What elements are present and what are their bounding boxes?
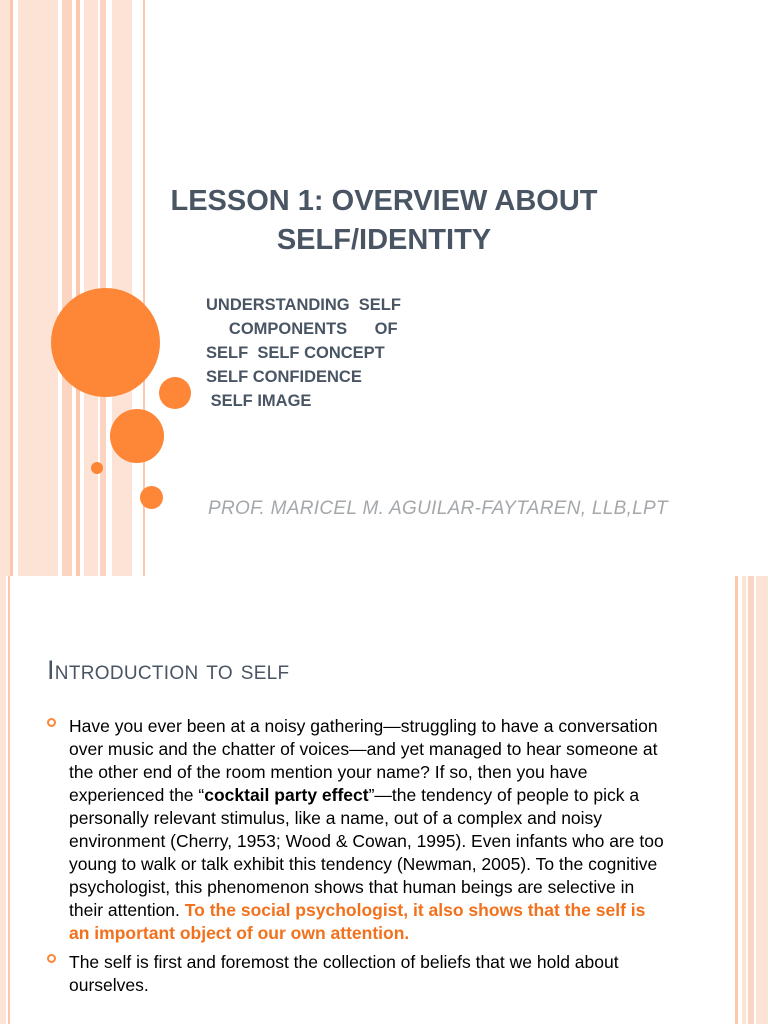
bullet-list [47,715,667,1003]
subtitle-line: UNDERSTANDING SELF [206,296,401,314]
subtitle-line: SELF SELF CONCEPT [206,344,385,362]
title-line: SELF/IDENTITY [276,224,492,256]
decorative-circle-large [51,288,160,397]
bullet-ring-icon [47,954,56,963]
decorative-circle [140,486,163,509]
author-name: PROF. MARICEL M. AGUILAR-FAYTAREN, LLB,LPT [208,498,668,519]
bullet-ring-icon [47,718,56,727]
decorative-circle [159,377,191,409]
decorative-stripes [0,0,150,576]
title-line: LESSON 1: OVERVIEW ABOUT [170,185,598,217]
bullet-text: ”—the tendency of people to pick a personally relevant stimulus, like a name, out of a complex and noisy environment (Cherry, 1953; Wood & Cowan, 1995). Even infants who are too young to walk or talk exhibit this tendency (Newman, 2005). To the cognitive psychologist, this phenomenon shows that human beings are selective in their attention. [69,785,664,920]
slide-title [130,182,638,260]
highlighted-text: To the social psychologist, it also shows that the self is an important object of our own attention. [69,900,646,943]
bullet-text: The self is first and foremost the collection of beliefs that we hold about ourselves. [69,952,619,995]
bullet-text: Have you ever been at a noisy gathering—struggling to have a conversation over music and the chatter of voices—and yet managed to hear someone at the other end of the room mention your name? If so, then you have experienced the “ [69,716,658,805]
bold-term: cocktail party effect [204,785,369,805]
subtitle-line: SELF CONFIDENCE [206,368,362,386]
subtitle-line: SELF IMAGE [206,392,312,410]
list-item [47,715,667,945]
content-slide [0,576,768,1024]
decorative-circle [110,409,164,463]
subtitle-line: COMPONENTS OF [206,320,398,338]
slide-title: Introduction to self [47,655,290,685]
list-item [47,951,667,997]
decorative-circle-small [91,462,103,474]
slide-subtitle [206,293,401,413]
